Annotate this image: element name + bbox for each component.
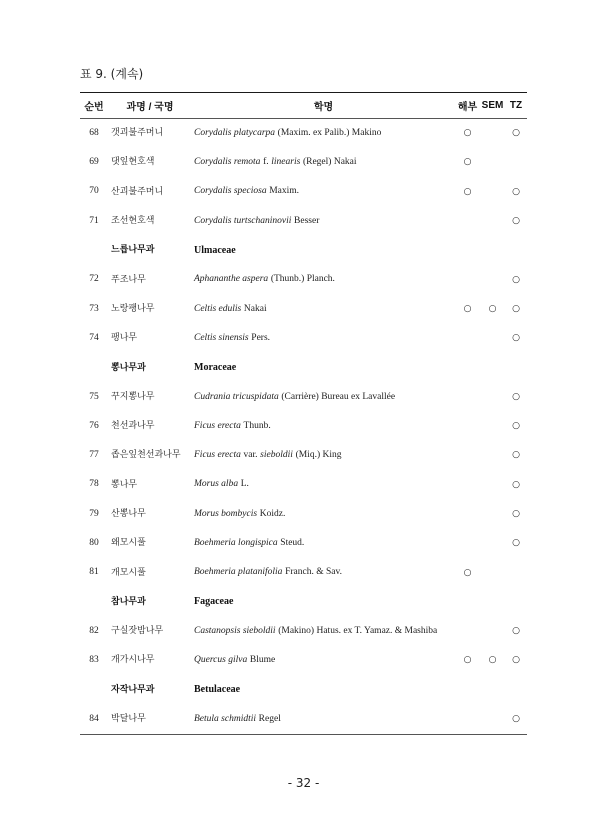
scientific-name-binomial: Cudrania tricuspidata [194, 391, 279, 402]
anatomy-mark [455, 617, 480, 646]
table-row [80, 412, 527, 441]
scientific-name-binomial: Quercus gilva [194, 655, 248, 666]
scientific-name-binomial: Boehmeria platanifolia [194, 567, 283, 578]
scientific-name-binomial: Celtis edulis [194, 303, 242, 314]
tz-mark: ○ [512, 479, 520, 490]
scientific-name-binomial: Castanopsis sieboldii [194, 625, 276, 636]
scientific-name-binomial: Betula schmidtii [194, 713, 257, 724]
scientific-name-binomial: Morus alba [194, 479, 239, 490]
header-number: 순번 [80, 93, 108, 119]
scientific-name-binomial: Ficus erecta [194, 450, 241, 461]
header-anatomy: 해부 [455, 93, 480, 119]
korean-name: 박달나무 [108, 705, 192, 735]
table-row [80, 148, 527, 177]
sem-mark [480, 617, 505, 646]
scientific-name-binomial: Morus bombycis [194, 508, 258, 519]
scientific-name-infraspecific: sieboldii [260, 450, 293, 461]
korean-name: 푸조나무 [111, 274, 146, 285]
scientific-name-binomial: Corydalis remota [194, 157, 261, 168]
scientific-name-binomial: Corydalis turtschaninovii [194, 215, 292, 226]
table-caption: 표 9. (계속) [80, 67, 144, 81]
tz-mark: ○ [512, 391, 520, 402]
sem-mark [480, 441, 505, 470]
row-number: 71 [89, 215, 99, 226]
korean-name: 팽나무 [111, 333, 138, 344]
tz-mark [505, 558, 527, 587]
scientific-name-author: (Thunb.) Planch. [270, 274, 335, 285]
anatomy-mark [455, 383, 480, 412]
tz-mark: ○ [512, 655, 520, 666]
family-latin-name: Moraceae [194, 362, 237, 374]
table-header [80, 93, 527, 119]
tz-mark: ○ [512, 509, 520, 519]
header-sem: SEM [480, 93, 505, 119]
family-latin-name: Ulmaceae [194, 244, 236, 256]
table-row [80, 617, 527, 646]
tz-mark: ○ [512, 538, 520, 549]
tz-mark: ○ [512, 186, 520, 197]
anatomy-mark [455, 412, 480, 441]
korean-name: 구실잣밤나무 [111, 626, 164, 637]
table-row [80, 646, 527, 675]
korean-name: 개가시나무 [111, 655, 155, 666]
scientific-name-author: Nakai [243, 303, 267, 314]
anatomy-mark: ○ [463, 655, 472, 666]
sem-mark [480, 324, 505, 353]
scientific-name-author: (Maxim. ex Palib.) Makino [277, 127, 382, 138]
table-row [80, 119, 527, 149]
korean-name: 갯괴불주머니 [111, 128, 164, 139]
korean-name: 꾸지뽕나무 [111, 391, 155, 402]
row-number: 72 [89, 274, 99, 285]
scientific-name [192, 441, 455, 470]
table-row [80, 207, 527, 236]
row-number: 76 [89, 420, 99, 431]
tz-mark: ○ [512, 303, 520, 314]
sem-mark [480, 265, 505, 294]
table-row [80, 295, 527, 324]
row-number: 81 [89, 567, 99, 578]
anatomy-mark: ○ [463, 567, 472, 578]
korean-name: 왜모시풀 [111, 538, 146, 549]
family-row [80, 236, 527, 265]
anatomy-mark: ○ [463, 186, 472, 197]
sem-mark [480, 178, 505, 207]
family-number-cell [80, 236, 108, 265]
header-tz: TZ [505, 93, 527, 119]
anatomy-mark [455, 324, 480, 353]
row-number: 80 [89, 538, 99, 549]
tz-mark: ○ [512, 421, 520, 432]
row-number: 78 [89, 479, 99, 490]
anatomy-mark [455, 471, 480, 500]
scientific-name [192, 295, 455, 324]
scientific-name [192, 529, 455, 558]
anatomy-mark: ○ [463, 157, 472, 168]
sem-mark [480, 529, 505, 558]
scientific-name [192, 471, 455, 500]
scientific-name-author: L. [240, 479, 249, 490]
sem-mark [480, 383, 505, 412]
tz-mark: ○ [512, 450, 520, 461]
family-row [80, 588, 527, 617]
tz-mark: ○ [512, 333, 520, 344]
scientific-name-binomial: Boehmeria longispica [194, 538, 278, 549]
row-number: 75 [89, 391, 99, 402]
scientific-name [192, 617, 455, 646]
scientific-name [192, 324, 455, 353]
sem-mark [480, 500, 505, 529]
scientific-name [192, 646, 455, 675]
korean-name: 산뽕나무 [111, 509, 146, 519]
scientific-name-binomial: Aphananthe aspera [194, 274, 269, 285]
row-number: 82 [89, 625, 99, 636]
tz-mark: ○ [512, 216, 520, 227]
tz-mark [505, 148, 527, 177]
anatomy-mark [455, 500, 480, 529]
row-number: 68 [89, 127, 99, 138]
korean-name: 좁은잎천선과나무 [111, 450, 181, 461]
anatomy-mark [455, 265, 480, 294]
row-number: 70 [89, 186, 99, 197]
scientific-name [192, 148, 455, 177]
row-number: 73 [89, 303, 99, 314]
scientific-name-author: Steud. [280, 538, 305, 549]
sem-mark [480, 119, 505, 149]
table-row [80, 324, 527, 353]
table-row [80, 500, 527, 529]
scientific-name-binomial: Celtis sinensis [194, 332, 249, 343]
scientific-name-author: Pers. [251, 332, 271, 343]
scientific-name [192, 207, 455, 236]
anatomy-mark [455, 529, 480, 558]
row-number: 84 [80, 705, 108, 735]
page-number: - 32 - [287, 776, 320, 790]
sem-mark: ○ [488, 303, 497, 314]
table-body [80, 119, 527, 735]
family-korean-name: 참나무과 [111, 596, 146, 607]
anatomy-mark: ○ [463, 128, 472, 139]
scientific-name-author: (Makino) Hatus. ex T. Yamaz. & Mashiba [278, 625, 438, 636]
table-row [80, 383, 527, 412]
scientific-name-rank: f. [263, 157, 269, 168]
scientific-name-author: (Miq.) King [295, 450, 342, 461]
family-korean-name: 자작나무과 [111, 684, 155, 695]
korean-name: 뽕나무 [111, 479, 138, 490]
row-number: 83 [89, 655, 99, 666]
scientific-name-author: Regel [258, 713, 281, 724]
family-latin-name: Betulaceae [194, 684, 241, 696]
scientific-name [192, 119, 455, 149]
anatomy-mark: ○ [463, 303, 472, 314]
table-row [80, 705, 527, 735]
scientific-name [192, 412, 455, 441]
tz-mark: ○ [512, 128, 520, 139]
table-row [80, 265, 527, 294]
scientific-name [192, 558, 455, 587]
header-scientific-name: 학명 [192, 93, 455, 119]
scientific-name [192, 500, 455, 529]
sem-mark [480, 471, 505, 500]
tz-mark: ○ [512, 626, 520, 637]
tz-mark: ○ [512, 274, 520, 285]
scientific-name-author: (Carrière) Bureau ex Lavallée [281, 391, 396, 402]
row-number: 79 [89, 508, 99, 519]
scientific-name-author: Franch. & Sav. [285, 567, 342, 578]
sem-mark: ○ [488, 655, 497, 666]
scientific-name-binomial: Ficus erecta [194, 420, 241, 431]
scientific-name-author: (Regel) Nakai [302, 157, 357, 168]
korean-name: 댓잎현호색 [111, 157, 155, 168]
table-row [80, 558, 527, 587]
korean-name: 조선현호색 [111, 216, 155, 227]
sem-mark [480, 148, 505, 177]
scientific-name-rank: var. [243, 450, 258, 461]
anatomy-mark [455, 705, 480, 735]
korean-name: 천선과나무 [111, 421, 155, 432]
family-latin-name: Fagaceae [194, 596, 234, 608]
korean-name: 산괴불주머니 [111, 186, 164, 197]
sem-mark [480, 558, 505, 587]
row-number: 77 [89, 450, 99, 461]
family-row [80, 353, 527, 382]
family-korean-name: 느릅나무과 [111, 245, 155, 256]
header-family-korean-name: 과명 / 국명 [108, 93, 192, 119]
family-number-cell [80, 353, 108, 382]
header-row [80, 93, 527, 119]
scientific-name-binomial: Corydalis platycarpa [194, 127, 276, 138]
scientific-name [192, 265, 455, 294]
scientific-name [192, 705, 455, 735]
table-row [80, 178, 527, 207]
sem-mark [480, 705, 505, 735]
scientific-name-infraspecific: linearis [271, 157, 301, 168]
row-number: 69 [89, 157, 99, 168]
family-number-cell [80, 676, 108, 705]
korean-name: 개모시풀 [111, 567, 146, 578]
scientific-name-author: Koidz. [259, 508, 286, 519]
scientific-name-author: Besser [294, 215, 320, 226]
table-row [80, 529, 527, 558]
table-row [80, 441, 527, 470]
family-number-cell [80, 588, 108, 617]
scientific-name-author: Maxim. [269, 186, 300, 197]
anatomy-mark [455, 441, 480, 470]
family-row [80, 676, 527, 705]
anatomy-mark [455, 207, 480, 236]
scientific-name [192, 383, 455, 412]
species-table [80, 92, 527, 735]
family-korean-name: 뽕나무과 [111, 362, 146, 373]
scientific-name-author: Thunb. [243, 420, 271, 431]
korean-name: 노랑팽나무 [111, 303, 155, 314]
sem-mark [480, 412, 505, 441]
sem-mark [480, 207, 505, 236]
row-number: 74 [89, 332, 99, 343]
scientific-name-binomial: Corydalis speciosa [194, 186, 267, 197]
tz-mark: ○ [505, 705, 527, 735]
scientific-name-author: Blume [249, 655, 276, 666]
scientific-name [192, 178, 455, 207]
table-row [80, 471, 527, 500]
